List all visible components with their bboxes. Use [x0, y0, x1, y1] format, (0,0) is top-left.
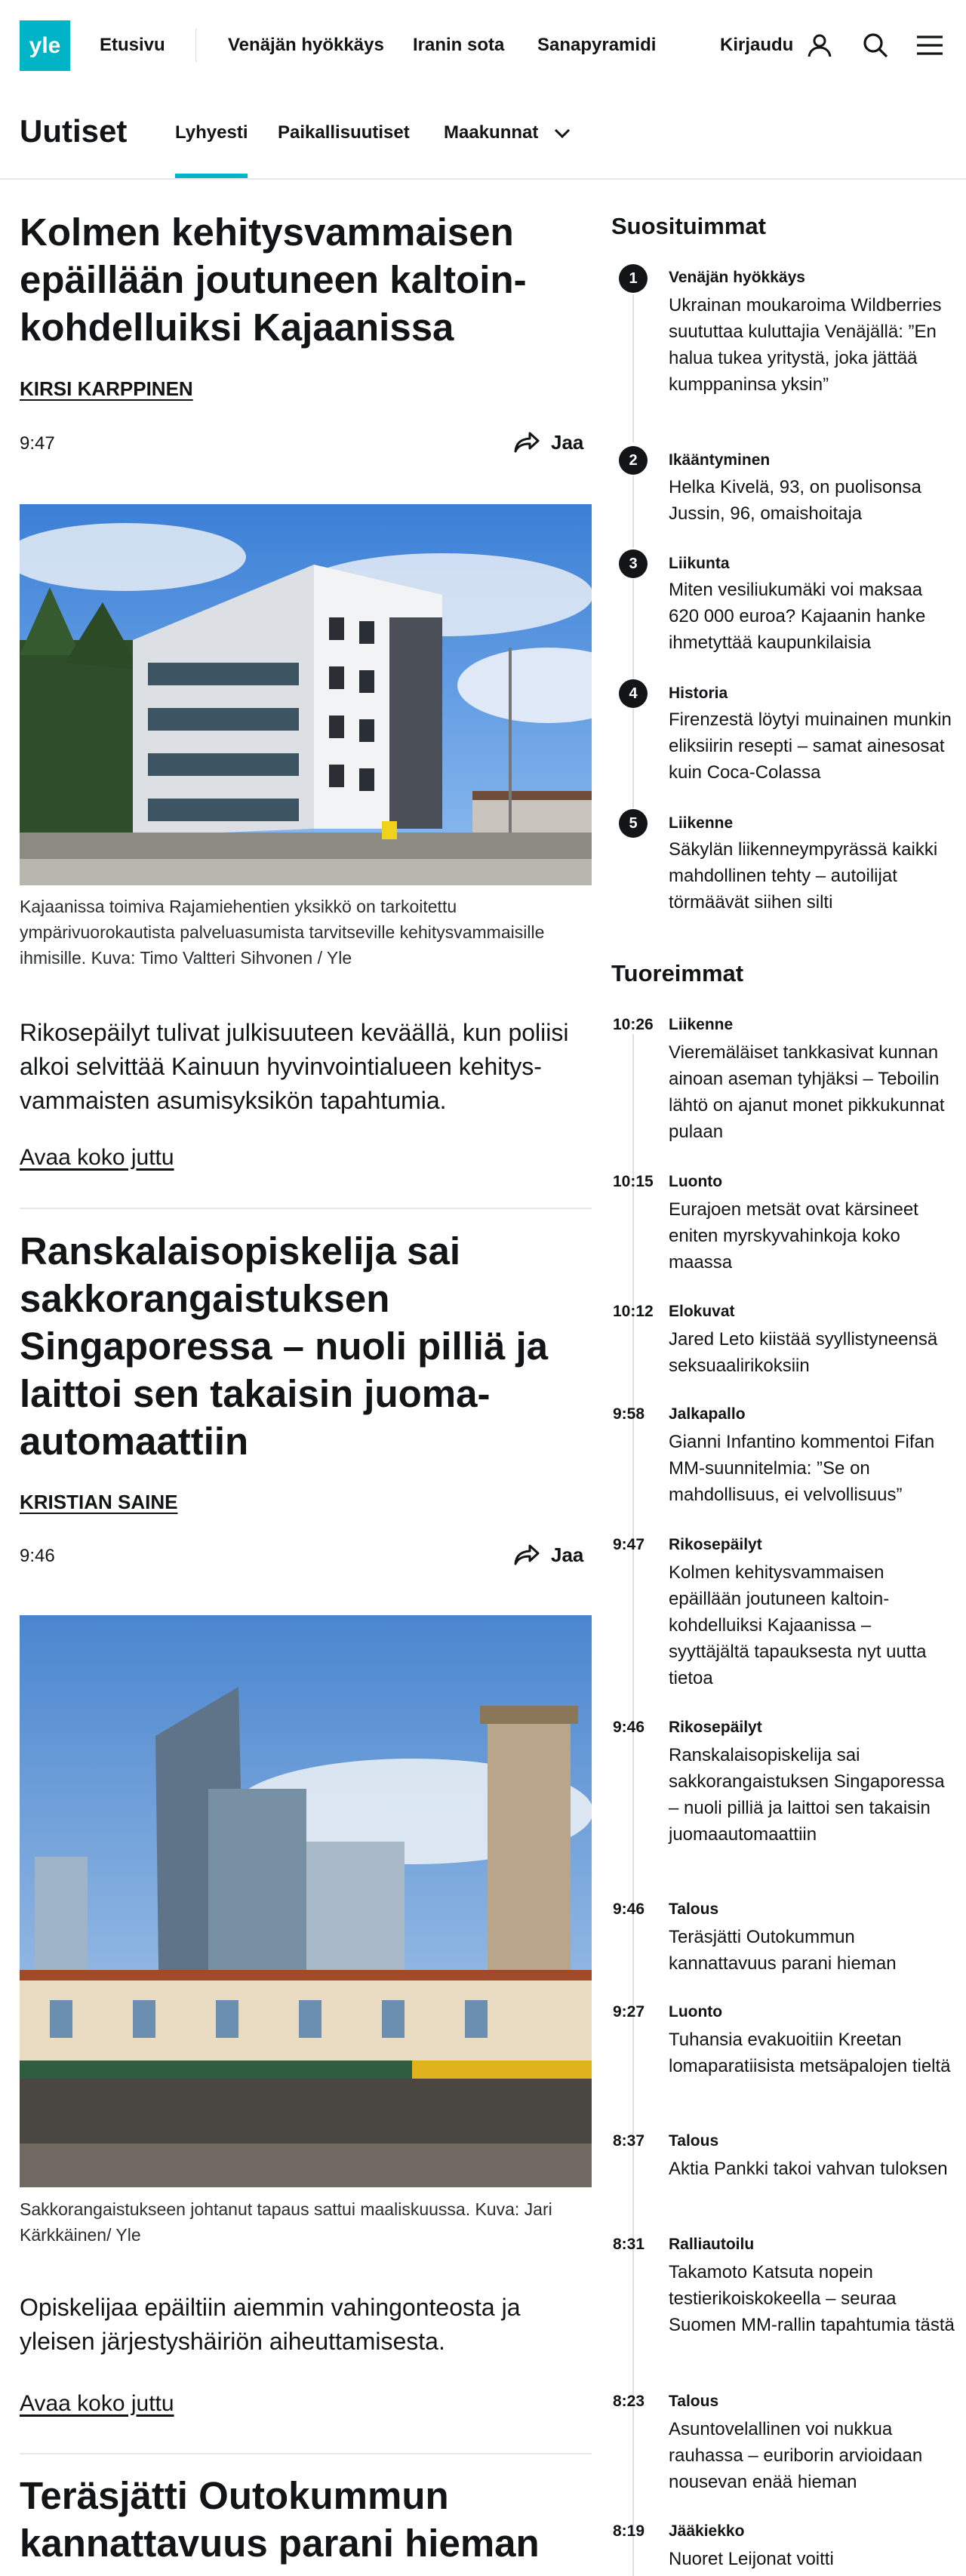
popular-category[interactable]: Ikääntyminen — [669, 451, 771, 469]
popular-line — [632, 709, 634, 808]
latest-time: 8:23 — [613, 2393, 645, 2410]
article-time: 9:46 — [20, 1546, 55, 1566]
article-author[interactable]: KRISTIAN SAINE — [20, 1491, 178, 1513]
tab-maakunnat[interactable] — [444, 122, 571, 143]
title-line: sakkorangaistuksen — [20, 1277, 390, 1320]
user-icon[interactable] — [803, 29, 836, 62]
article-title[interactable] — [20, 1227, 593, 1465]
latest-heading: Tuoreimmat — [611, 960, 744, 986]
popular-category[interactable]: Venäjän hyökkäys — [669, 269, 805, 286]
title-line: Kolmen kehitysvammaisen — [20, 211, 514, 254]
article-image[interactable] — [20, 504, 592, 885]
section-title[interactable]: Uutiset — [20, 113, 128, 149]
chevron-down-icon — [554, 128, 571, 139]
latest-time: 10:26 — [613, 1016, 654, 1033]
latest-link[interactable]: Aktia Pankki takoi vahvan tuloksen — [669, 2159, 948, 2179]
nav-etusivu[interactable]: Etusivu — [100, 35, 165, 55]
nav-sanapyramidi[interactable]: Sanapyramidi — [537, 35, 657, 55]
latest-time: 10:15 — [613, 1173, 654, 1190]
popular-link[interactable]: Firenzestä löytyi muinainen munkin eliksiirin resepti – samat ainesosat kuin Coca-Colassa — [669, 709, 952, 783]
popular-rank: 5 — [619, 809, 648, 838]
latest-time: 8:31 — [613, 2236, 645, 2253]
latest-category[interactable]: Talous — [669, 1900, 719, 1918]
latest-category[interactable]: Jalkapallo — [669, 1405, 746, 1423]
open-article-link[interactable]: Avaa koko juttu — [20, 1145, 174, 1170]
article-title[interactable] — [20, 208, 593, 351]
popular-line — [632, 475, 634, 548]
login-link[interactable]: Kirjaudu — [720, 35, 794, 55]
popular-category[interactable]: Historia — [669, 685, 728, 702]
tab-paikallisuutiset[interactable]: Paikallisuutiset — [278, 122, 410, 143]
latest-link[interactable]: Teräsjätti Outokummun kannattavuus parani hieman — [669, 1927, 897, 1974]
site-header — [0, 0, 966, 91]
latest-time: 9:58 — [613, 1405, 645, 1423]
article-image[interactable] — [20, 1615, 592, 2187]
popular-heading: Suosituimmat — [611, 213, 766, 239]
article-divider — [20, 2453, 592, 2454]
title-line: kohdelluiksi Kajaanissa — [20, 306, 454, 349]
latest-link[interactable]: Jared Leto kiistää syyllistyneensä seksuaalirikoksiin — [669, 1329, 938, 1376]
latest-time: 9:27 — [613, 2003, 645, 2020]
latest-timeline — [632, 1034, 634, 2576]
yle-logo[interactable]: yle — [20, 20, 70, 71]
nav-divider — [195, 29, 196, 62]
share-label: Jaa — [551, 430, 584, 454]
title-line: kannattavuus parani hieman — [20, 2522, 540, 2565]
share-button[interactable] — [513, 427, 592, 457]
title-line: automaattiin — [20, 1420, 249, 1463]
popular-rank: 2 — [619, 446, 648, 475]
share-icon — [513, 1543, 540, 1566]
popular-line — [632, 294, 634, 442]
latest-category[interactable]: Luonto — [669, 2003, 723, 2020]
latest-link[interactable]: Takamoto Katsuta nopein testierikoiskokeella – seuraa Suomen MM-rallin tapahtumia tästä — [669, 2262, 955, 2335]
popular-rank: 3 — [619, 549, 648, 578]
latest-category[interactable]: Rikosepäilyt — [669, 1719, 762, 1736]
title-line: epäillään joutuneen kaltoin- — [20, 258, 527, 301]
popular-category[interactable]: Liikunta — [669, 555, 730, 572]
latest-link[interactable]: Eurajoen metsät ovat kärsineet eniten myrskyvahinkoja koko maassa — [669, 1199, 918, 1273]
open-article-link[interactable]: Avaa koko juttu — [20, 2391, 174, 2416]
latest-time: 8:19 — [613, 2522, 645, 2540]
popular-rank: 1 — [619, 264, 648, 293]
latest-category[interactable]: Jääkiekko — [669, 2522, 745, 2540]
title-line: Ranskalaisopiskelija sai — [20, 1230, 461, 1273]
latest-category[interactable]: Elokuvat — [669, 1303, 735, 1320]
latest-category[interactable]: Liikenne — [669, 1016, 734, 1033]
tab-lyhyesti[interactable]: Lyhyesti — [175, 122, 248, 143]
popular-link[interactable]: Miten vesiliukumäki voi maksaa 620 000 euroa? Kajaanin hanke ihmetyttää kaupunkilaisia — [669, 580, 926, 653]
share-icon — [513, 431, 540, 454]
popular-line — [632, 579, 634, 679]
latest-link[interactable]: Ranskalaisopiskelija sai sakkorangaistuksen Singaporessa – nuoli pilliä ja laittoi sen takaisin juomaautomaattiin — [669, 1745, 945, 1845]
latest-category[interactable]: Ralliautoilu — [669, 2236, 755, 2253]
popular-link[interactable]: Ukrainan moukaroima Wildberries suututtaa kuluttajia Venäjällä: ”En halua tukea yritystä, joka jättää kumppaninsa yksin” — [669, 295, 942, 395]
latest-category[interactable]: Talous — [669, 2393, 719, 2410]
latest-time: 9:47 — [613, 1536, 645, 1553]
latest-category[interactable]: Talous — [669, 2132, 719, 2150]
tab-maakunnat-label: Maakunnat — [444, 122, 539, 143]
search-icon[interactable] — [859, 29, 892, 62]
article-lead: Rikosepäilyt tulivat julkisuuteen keväällä, kun poliisi alkoi selvittää Kainuun hyvinvointialueen kehitysvammaisten asumisyksikön tapahtumia. — [20, 1019, 569, 1114]
latest-time: 9:46 — [613, 1719, 645, 1736]
nav-venajan-hyokkays[interactable]: Venäjän hyökkäys — [228, 35, 384, 55]
popular-rank: 4 — [619, 679, 648, 708]
popular-link[interactable]: Helka Kivelä, 93, on puolisonsa Jussin, 96, omaishoitaja — [669, 477, 921, 524]
article-time: 9:47 — [20, 433, 55, 454]
image-caption: Sakkorangaistukseen johtanut tapaus sattui maaliskuussa. Kuva: Jari Kärkkäinen/ Yle — [20, 2199, 552, 2245]
image-caption: Kajaanissa toimiva Rajamiehentien yksikkö on tarkoitettu ympärivuorokautista palveluasumista tarvitseville kehitysvammaisille ihmisille. Kuva: Timo Valtteri Sihvonen / Yle — [20, 897, 545, 968]
latest-link[interactable]: Kolmen kehitysvammaisen epäillään joutuneen kaltoinkohdelluiksi Kajaanissa – syyttäjältä tapauksesta nyt uutta tietoa — [669, 1562, 927, 1688]
latest-time: 9:46 — [613, 1900, 645, 1918]
title-line: Teräsjätti Outokummun — [20, 2474, 449, 2517]
popular-category[interactable]: Liikenne — [669, 814, 734, 832]
article-title[interactable] — [20, 2472, 593, 2567]
latest-link[interactable]: Vieremäläiset tankkasivat kunnan ainoan aseman tyhjäksi – Teboilin lähtö on ajanut monet pikkukunnat pulaan — [669, 1042, 945, 1142]
article-divider — [20, 1208, 592, 1209]
article-lead: Opiskelijaa epäiltiin aiemmin vahingonteosta ja yleisen järjestyshäiriön aiheuttamisesta. — [20, 2294, 521, 2355]
latest-link[interactable]: Asuntovelallinen voi nukkua rauhassa – euriborin arvioidaan nousevan enää hieman — [669, 2419, 923, 2492]
active-tab-indicator — [175, 174, 248, 178]
title-line: laittoi sen takaisin juoma- — [20, 1372, 491, 1415]
nav-iranin-sota[interactable]: Iranin sota — [413, 35, 505, 55]
latest-link[interactable]: Nuoret Leijonat voitti — [669, 2549, 834, 2569]
share-button[interactable] — [513, 1540, 592, 1570]
share-label: Jaa — [551, 1543, 584, 1566]
latest-time: 10:12 — [613, 1303, 654, 1320]
latest-category[interactable]: Luonto — [669, 1173, 723, 1190]
latest-link[interactable]: Gianni Infantino kommentoi Fifan MM-suunnitelmia: ”Se on mahdollisuus, ei velvollisuus” — [669, 1432, 935, 1505]
latest-category[interactable]: Rikosepäilyt — [669, 1536, 762, 1553]
article-author[interactable]: KIRSI KARPPINEN — [20, 377, 193, 400]
menu-icon[interactable] — [913, 29, 946, 62]
latest-time: 8:37 — [613, 2132, 645, 2150]
title-line: Singaporessa – nuoli pilliä ja — [20, 1325, 549, 1368]
popular-link[interactable]: Säkylän liikenneympyrässä kaikki mahdollinen tehty – autoilijat törmäävät siihen silti — [669, 839, 938, 913]
latest-link[interactable]: Tuhansia evakuoitiin Kreetan lomaparatiisista metsäpalojen tieltä — [669, 2030, 951, 2076]
